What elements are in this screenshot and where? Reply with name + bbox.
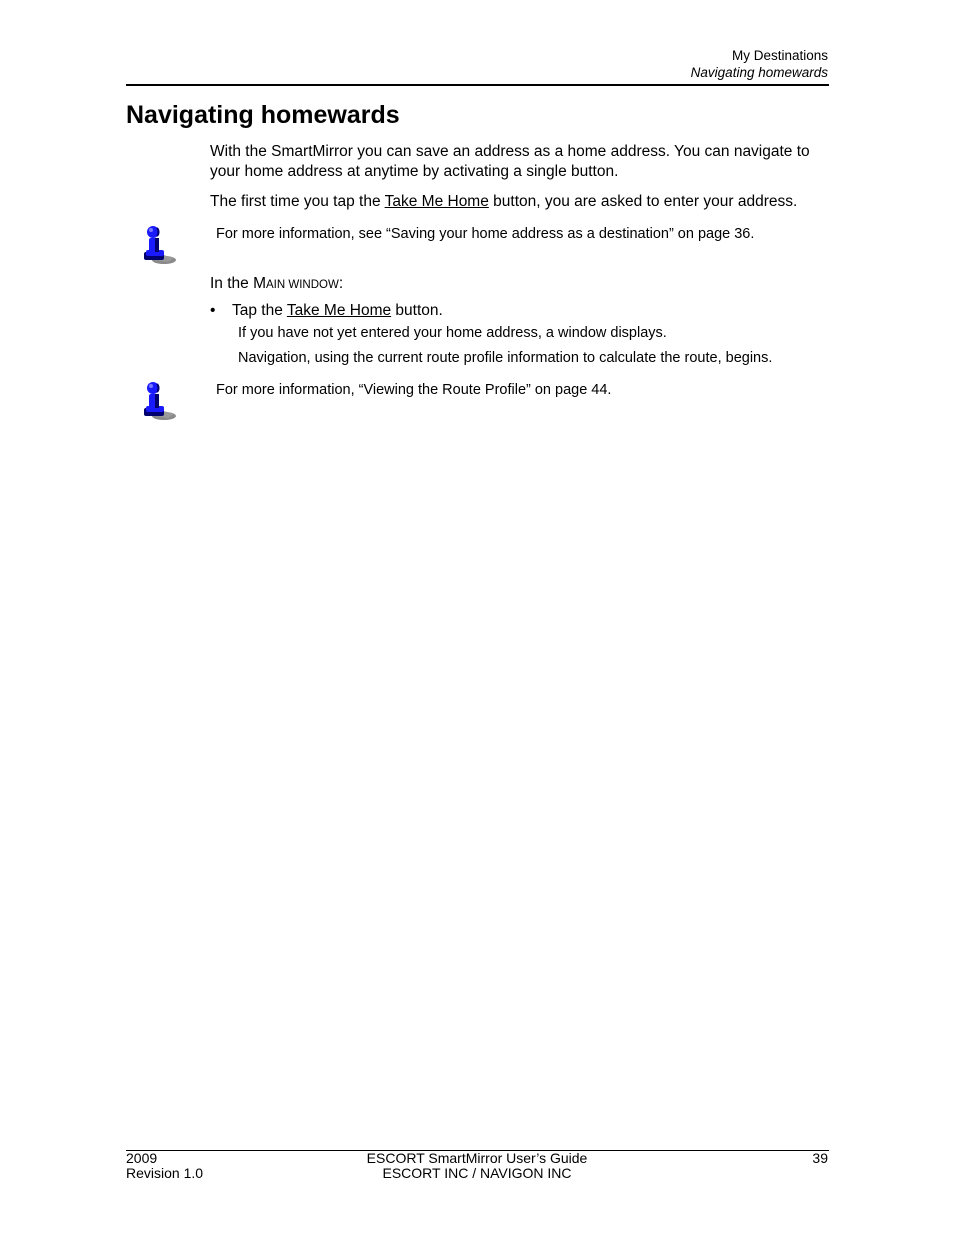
take-me-home-step-reference: Take Me Home [286, 302, 392, 319]
info-note-text: For more information, see “Saving your home address as a destination” on page 36. [216, 226, 755, 242]
first-time-paragraph [210, 192, 830, 212]
bullet-dot: • [210, 302, 216, 319]
step-after: button. [391, 302, 443, 319]
header-rule [126, 84, 829, 86]
context-line [210, 274, 343, 295]
page-title: Navigating homewards [126, 101, 400, 129]
take-me-home-reference: Take Me Home [384, 193, 489, 210]
step-before: Tap the [232, 302, 287, 319]
p2-after: button, you are asked to enter your address. [488, 193, 798, 210]
info-person-icon [138, 380, 178, 422]
running-header [126, 47, 828, 81]
step-result-1: If you have not yet entered your home address, a window displays. [238, 325, 667, 341]
header-section: My Destinations [731, 48, 828, 63]
footer-left [126, 1151, 203, 1181]
main-window-initial: M [253, 275, 267, 292]
page-number: 39 [812, 1150, 828, 1166]
footer-guide-title: ESCORT SmartMirror User’s Guide [366, 1150, 588, 1166]
footer-center [326, 1151, 628, 1181]
info-note [138, 224, 838, 268]
p2-before: The first time you tap the [210, 193, 385, 210]
intro-paragraph: With the SmartMirror you can save an address as a home address. You can navigate to your home address at anytime by activating a single button. [210, 143, 810, 180]
context-suffix: : [338, 275, 344, 292]
footer-company: ESCORT INC / NAVIGON INC [382, 1165, 572, 1181]
footer-year: 2009 [126, 1150, 158, 1166]
info-note-text: For more information, “Viewing the Route Profile” on page 44. [216, 382, 612, 398]
info-person-icon [138, 224, 178, 266]
header-subsection: Navigating homewards [690, 65, 828, 80]
main-window-rest: AIN WINDOW [266, 279, 339, 291]
footer-revision: Revision 1.0 [126, 1165, 204, 1181]
context-prefix: In the [210, 275, 254, 292]
step-bullet [210, 301, 443, 321]
step-result-2: Navigation, using the current route profile information to calculate the route, begins. [238, 350, 773, 366]
info-note [138, 380, 838, 424]
